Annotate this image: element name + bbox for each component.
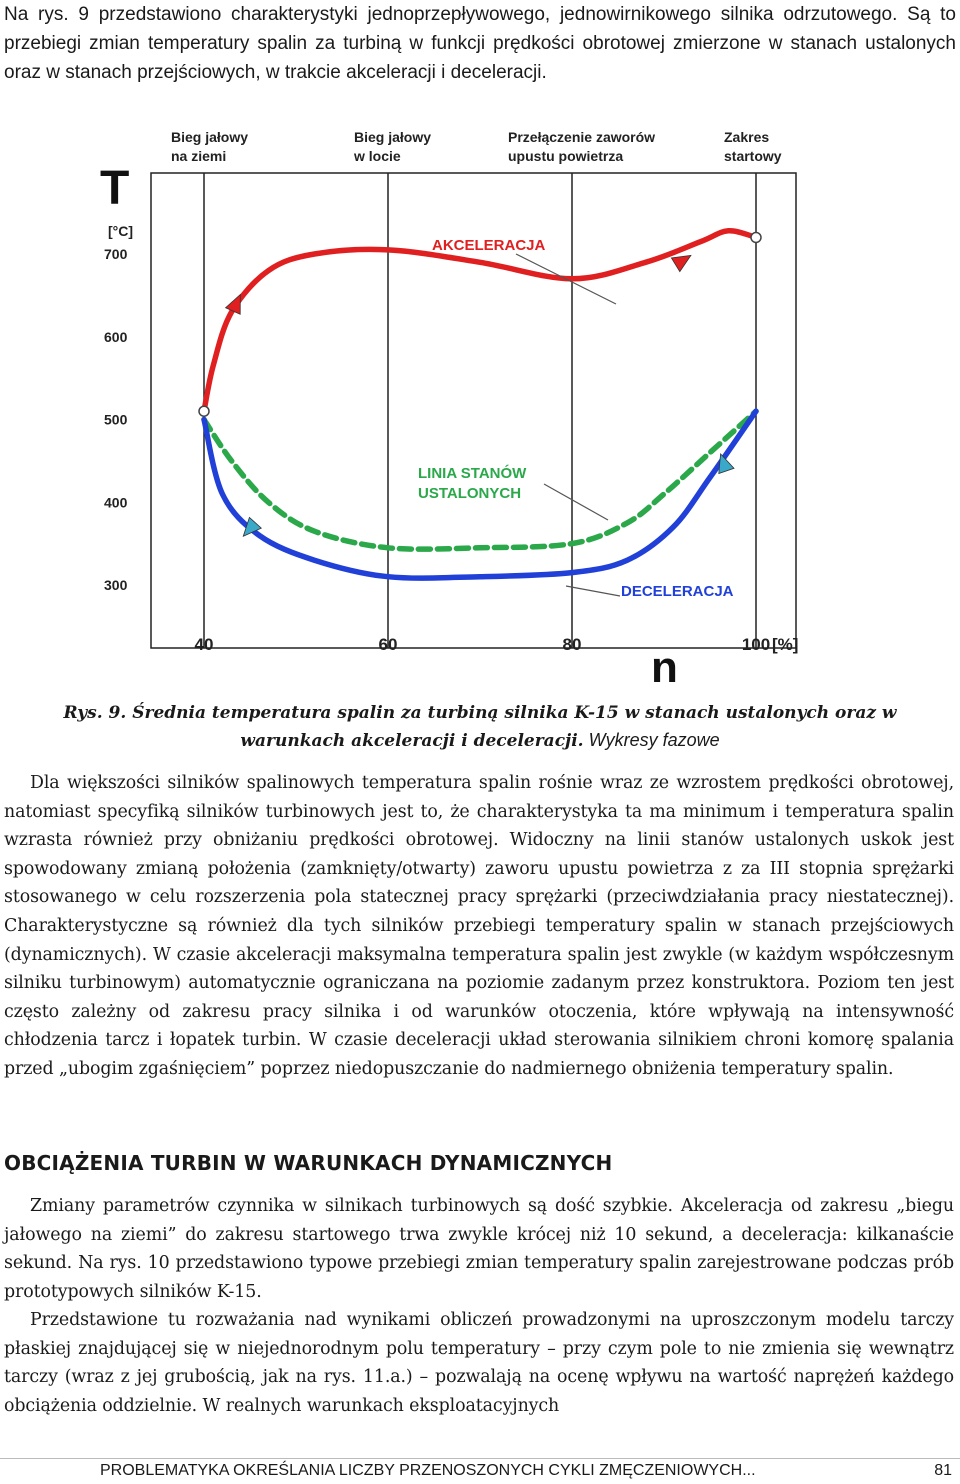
arrow-accel-right xyxy=(671,255,691,271)
x-tick-label-80: 80 xyxy=(562,635,582,654)
top-label-line1: Bieg jałowy xyxy=(171,129,249,145)
top-label-line2: upustu powietrza xyxy=(508,148,624,164)
top-label-4 xyxy=(724,129,782,164)
arrow-accel-up xyxy=(226,295,241,315)
x-axis-unit: [%] xyxy=(772,635,799,654)
top-label-line2: w locie xyxy=(354,148,401,164)
accel-label: AKCELERACJA xyxy=(432,237,546,254)
decel-label: DECELERACJA xyxy=(621,583,734,600)
steady-label-line1: LINIA STANÓW xyxy=(418,465,527,482)
marker-start xyxy=(199,406,209,416)
chart-svg xyxy=(96,118,816,686)
paragraph-1: Dla większości silników spalinowych temperatura spalin rośnie wraz ze wzrostem prędkości obrotowej, natomiast specyfiką silników turbinowych jest to, że charakterystyka ta ma minimum i temperatura spalin wzrasta również przy obniżaniu prędkości obrotowej. Widoczny na linii stanów ustalonych uskok jest spowodowany zmianą położenia (zamknięty/otwarty) zaworu upustu powietrza z za III stopnia sprężarki stosowanego w celu rozszerzenia pola statecznej pracy sprężarki (przeciwdziałania pracy niestatecznej). Charakterystyczne są również dla tych silników przebiegi temperatury spalin w stanach przejściowych (dynamicznych). W czasie akceleracji maksymalna temperatura spalin jest zwykle (w każdym współczesnym silniku turbinowym) automatycznie ograniczana na poziomie zadanym przez konstruktora. Poziom ten jest często zależny od zakresu pracy silnika i od warunków otoczenia, które wpływają na intensywność chłodzenia tarcz i łopatek turbin. W czasie deceleracji układ sterowania silnikiem chroni komorę spalania przed „ubogim zgaśnięciem” poprzez niedopuszczanie do nadmiernego obniżenia temperatury spalin. xyxy=(4,773,954,1079)
footer-title: PROBLEMATYKA OKREŚLANIA LICZBY PRZENOSZONYCH CYKLI ZMĘCZENIOWYCH... xyxy=(100,1462,756,1479)
marker-end xyxy=(751,232,761,242)
y-axis-label: T xyxy=(100,162,130,215)
y-tick-label-300: 300 xyxy=(104,577,128,593)
steady-label-line2: USTALONYCH xyxy=(418,485,522,502)
y-tick-label-400: 400 xyxy=(104,494,128,511)
caption-title: Rys. 9. Średnia temperatura spalin za turbiną silnika K-15 w stanach ustalonych oraz w warunkach akceleracji i deceleracji. xyxy=(63,703,897,751)
top-label-line1: Bieg jałowy xyxy=(354,129,432,145)
page-footer xyxy=(0,1458,960,1484)
section-heading: OBCIĄŻENIA TURBIN W WARUNKACH DYNAMICZNYCH xyxy=(4,1151,613,1175)
x-axis-label: n xyxy=(651,643,678,686)
figure-temperature-chart xyxy=(96,118,816,686)
top-label-line1: Przełączenie zaworów xyxy=(508,129,656,145)
x-tick-label-60: 60 xyxy=(378,635,398,654)
top-label-line2: na ziemi xyxy=(171,148,227,164)
paragraph-2: Zmiany parametrów czynnika w silnikach turbinowych są dość szybkie. Akceleracja od zakresu „biegu jałowego na ziemi” do zakresu startowego trwa zwykle krócej niż 10 sekund, a deceleracja: kilkanaście sekund. Na rys. 10 przedstawiono typowe przebiegi zmian temperatury spalin zarejestrowane podczas prób prototypowych silników K-15. xyxy=(4,1196,954,1302)
accel-leader-line xyxy=(516,254,616,304)
y-axis-unit: [°C] xyxy=(108,223,134,239)
intro-paragraph: Na rys. 9 przedstawiono charakterystyki jednoprzepływowego, jednowirnikowego silnika odrzutowego. Są to przebiegi zmian temperatury spalin za turbiną w funkcji prędkości obrotowej zmierzone w stanach ustalonych oraz w stanach przejściowych, w trakcie akceleracji i deceleracji. xyxy=(4,4,956,83)
decel-leader-line xyxy=(566,586,620,596)
top-label-line1: Zakres xyxy=(724,129,770,145)
top-label-line2: startowy xyxy=(724,148,782,164)
y-tick-label-500: 500 xyxy=(104,411,128,428)
x-tick-label-40: 40 xyxy=(194,635,214,654)
x-tick-label-100: 100 xyxy=(741,635,771,654)
top-label-1 xyxy=(171,129,248,164)
y-tick-label-700: 700 xyxy=(104,246,128,262)
top-label-2 xyxy=(353,129,431,164)
footer-divider xyxy=(0,1458,960,1459)
caption-subtitle: Wykresy fazowe xyxy=(583,730,720,750)
y-tick-label-600: 600 xyxy=(104,328,128,345)
steady-leader-line xyxy=(544,484,608,520)
figure-caption xyxy=(20,700,940,755)
page-number: 81 xyxy=(934,1462,952,1479)
top-label-3 xyxy=(508,129,655,164)
paragraph-3: Przedstawione tu rozważania nad wynikami obliczeń prowadzonymi na uproszczonym modelu tarczy płaskiej znajdującej się w niejednorodnym polu temperatury – przy czym pole to nie zmienia się wewnątrz tarczy (wraz z jej grubością, jak na rys. 11.a.) – pozwalają na ocenę wpływu na wartość naprężeń każdego obciążenia oddzielnie. W realnych warunkach eksploatacyjnych xyxy=(4,1310,954,1416)
